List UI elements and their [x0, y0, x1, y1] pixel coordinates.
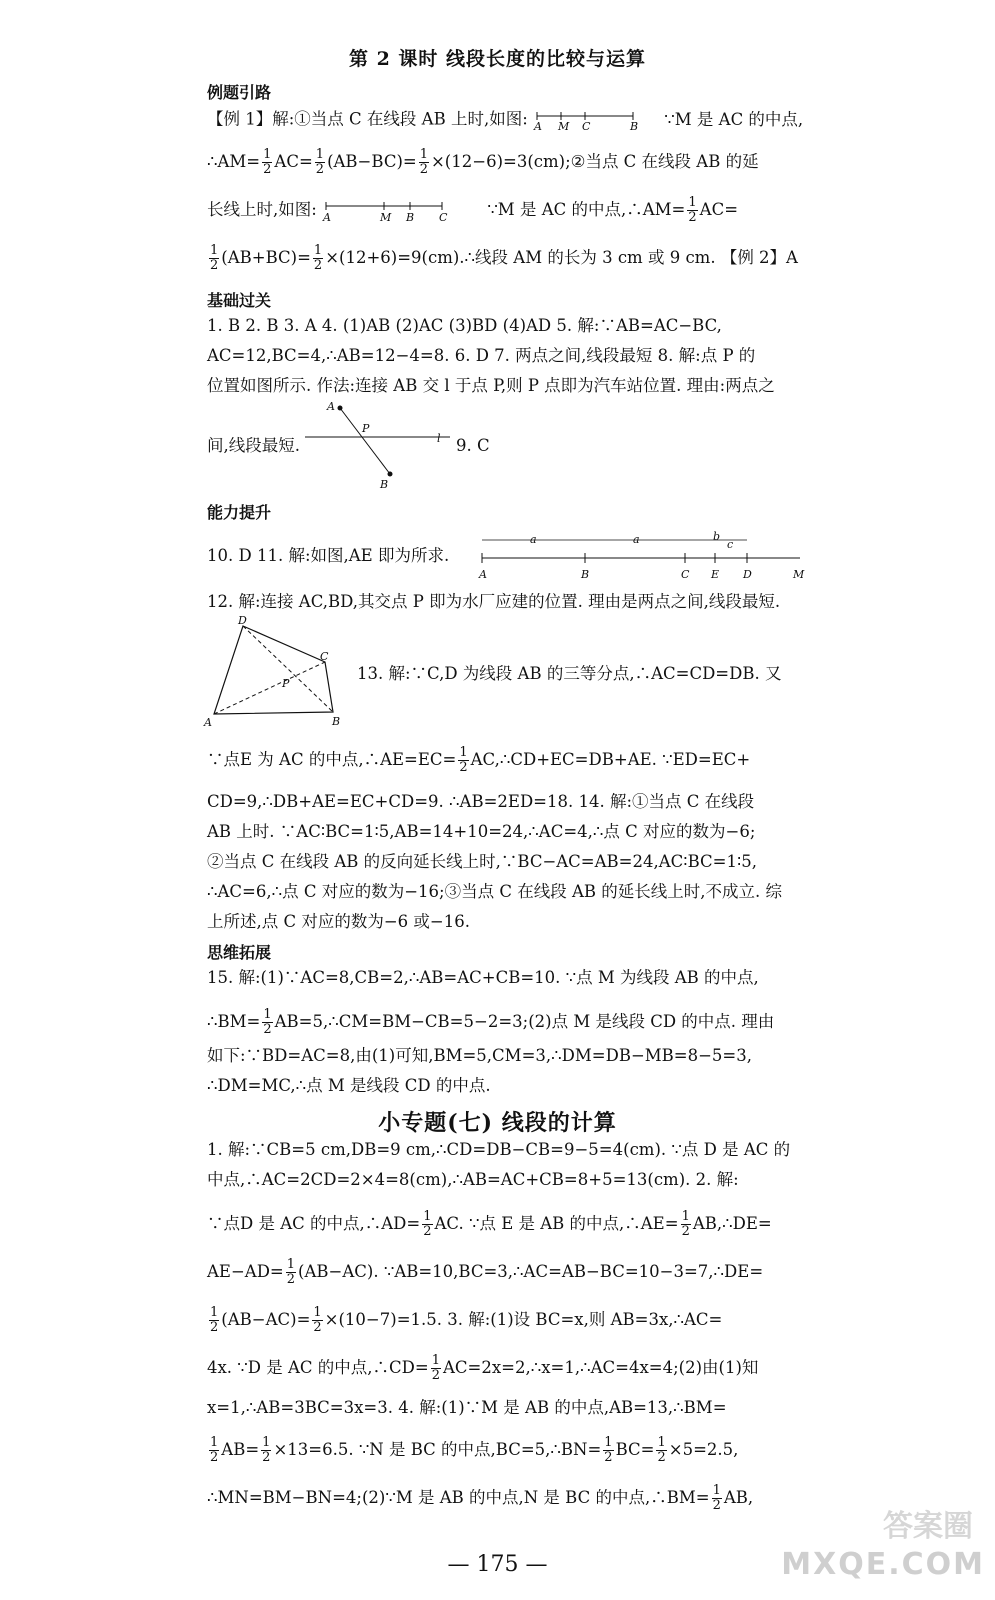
- svg-text:E: E: [711, 568, 720, 581]
- text-line: $\frac{1}{2}$ (AB−AC)= $\frac{1}{2}$ ×(10−7)=1.5. 3. 解:(1)设 BC=x,则 AB=3x,∴AC=: [210, 1305, 723, 1335]
- text-line: AB 上时. ∵AC∶BC=1∶5,AB=14+10=24,∴AC=4,∴点 C 对应的数为−6;: [207, 822, 756, 841]
- text-line: 间,线段最短. 9. C: [207, 436, 490, 455]
- svg-text:B: B: [380, 478, 389, 490]
- svg-text:C: C: [439, 210, 448, 224]
- svg-text:D: D: [238, 614, 247, 627]
- svg-text:B: B: [406, 210, 415, 224]
- text-line: ∴DM=MC,∴点 M 是线段 CD 的中点.: [207, 1076, 491, 1095]
- svg-text:c: c: [727, 538, 734, 551]
- svg-text:M: M: [793, 568, 805, 581]
- svg-text:P: P: [362, 422, 370, 435]
- svg-text:A: A: [323, 210, 332, 224]
- svg-text:B: B: [581, 568, 590, 581]
- text-line: ∵点E 为 AC 的中点,∴AE=EC= $\frac{1}{2}$ AC,∴CD+EC=DB+AE. ∵ED=EC+: [207, 745, 751, 775]
- text-line: 13. 解:∵C,D 为线段 AB 的三等分点,∴AC=CD=DB. 又: [357, 664, 782, 683]
- text-line: 4x. ∵D 是 AC 的中点,∴CD= $\frac{1}{2}$ AC=2x=2,∴x=1,∴AC=4x=4;(2)由(1)知: [207, 1353, 759, 1383]
- text-line: $\frac{1}{2}$ (AB+BC)= $\frac{1}{2}$ ×(12+6)=9(cm).∴线段 AM 的长为 3 cm 或 9 cm. 【例 2】A: [210, 243, 798, 273]
- section-heading-improve: 能力提升: [207, 503, 272, 522]
- svg-text:M: M: [558, 120, 570, 132]
- text-line: 中点,∴AC=2CD=2×4=8(cm),∴AB=AC+CB=8+5=13(cm). 2. 解:: [207, 1170, 739, 1189]
- svg-text:l: l: [437, 432, 441, 445]
- svg-text:P: P: [282, 677, 290, 690]
- text-line: 上所述,点 C 对应的数为−6 或−16.: [207, 912, 470, 931]
- svg-text:b: b: [713, 530, 721, 543]
- text-line: 15. 解:(1)∵AC=8,CB=2,∴AB=AC+CB=10. ∵点 M 为线段 AB 的中点,: [207, 968, 759, 987]
- text-line: ∴MN=BM−BN=4;(2)∵M 是 AB 的中点,N 是 BC 的中点,∴BM= $\frac{1}{2}$ AB,: [207, 1483, 754, 1513]
- svg-text:C: C: [681, 568, 690, 581]
- watermark-text: MXQE.COM: [781, 1547, 985, 1582]
- svg-text:A: A: [534, 120, 542, 132]
- text-line: ∵点D 是 AC 的中点,∴AD= $\frac{1}{2}$ AC. ∵点 E 是 AB 的中点,∴AE= $\frac{1}{2}$ AB,∴DE=: [207, 1209, 772, 1239]
- text-line: ∴AC=6,∴点 C 对应的数为−16;③当点 C 在线段 AB 的延长线上时,不成立. 综: [207, 882, 782, 901]
- text-line: ∴AM= $\frac{1}{2}$ AC= $\frac{1}{2}$ (AB−BC)= $\frac{1}{2}$ ×(12−6)=3(cm);②当点 C 在线段 AB 的延: [207, 147, 759, 177]
- section-heading-extension: 思维拓展: [207, 943, 272, 962]
- text-line: ∴BM= $\frac{1}{2}$ AB=5,∴CM=BM−CB=5−2=3;(2)点 M 是线段 CD 的中点. 理由: [207, 1007, 775, 1037]
- text-line: AE−AD= $\frac{1}{2}$ (AB−AC). ∵AB=10,BC=3,∴AC=AB−BC=10−3=7,∴DE=: [207, 1257, 764, 1287]
- svg-text:B: B: [332, 715, 341, 728]
- figure-construct-ae: [475, 530, 815, 582]
- text-line: 位置如图所示. 作法:连接 AB 交 l 于点 P,则 P 点即为汽车站位置. 理由:两点之: [207, 376, 775, 395]
- page-number: — 175 —: [447, 1552, 548, 1577]
- lesson-title: 第 2 课时 线段长度的比较与运算: [348, 48, 647, 70]
- figure-segment-extension: [322, 198, 452, 224]
- text-line: $\frac{1}{2}$ AB= $\frac{1}{2}$ ×13=6.5. ∵N 是 BC 的中点,BC=5,∴BN= $\frac{1}{2}$ BC= $\frac{1}{2}$ ×5=2.5,: [210, 1435, 739, 1465]
- svg-text:D: D: [743, 568, 752, 581]
- text-line: 如下:∵BD=AC=8,由(1)可知,BM=5,CM=3,∴DM=DB−MB=8−5=3,: [207, 1046, 752, 1065]
- text-line: ②当点 C 在线段 AB 的反向延长线上时,∵BC−AC=AB=24,AC∶BC=1∶5,: [207, 852, 757, 871]
- svg-text:B: B: [630, 120, 639, 132]
- svg-text:M: M: [380, 210, 392, 224]
- text-line: 1. 解:∵CB=5 cm,DB=9 cm,∴CD=DB−CB=9−5=4(cm). ∵点 D 是 AC 的: [207, 1140, 791, 1159]
- section-heading-basics: 基础过关: [207, 291, 272, 310]
- text-line: 10. D 11. 解:如图,AE 即为所求.: [207, 546, 450, 565]
- text-line: 【例 1】解:①当点 C 在线段 AB 上时,如图: A M C B ∵M 是 AC 的中点,: [207, 109, 804, 132]
- svg-text:A: A: [327, 400, 335, 413]
- watermark-logo: 答案圈: [883, 1509, 973, 1544]
- svg-text:A: A: [204, 716, 212, 729]
- text-line: 长线上时,如图: A M B C ∵M 是 AC 的中点,∴AM= $\frac{1}{2}$ AC=: [207, 195, 739, 225]
- text-line: 1. B 2. B 3. A 4. (1)AB (2)AC (3)BD (4)AD 5. 解:∵AB=AC−BC,: [207, 316, 722, 335]
- text-line: AC=12,BC=4,∴AB=12−4=8. 6. D 7. 两点之间,线段最短 8. 解:点 P 的: [207, 346, 756, 365]
- text-line: 12. 解:连接 AC,BD,其交点 P 即为水厂应建的位置. 理由是两点之间,线段最短.: [207, 592, 781, 611]
- section-heading-examples: 例题引路: [207, 83, 272, 102]
- subtopic-title: 小专题(七) 线段的计算: [378, 1110, 617, 1136]
- svg-text:a: a: [633, 533, 640, 546]
- svg-text:C: C: [320, 650, 329, 663]
- figure-segment-ab: [533, 108, 643, 132]
- figure-quadrilateral: [200, 612, 350, 732]
- text-line: CD=9,∴DB+AE=EC+CD=9. ∴AB=2ED=18. 14. 解:①当点 C 在线段: [207, 792, 755, 811]
- svg-text:a: a: [530, 533, 537, 546]
- svg-text:C: C: [582, 120, 591, 132]
- svg-text:A: A: [479, 568, 487, 581]
- text-line: x=1,∴AB=3BC=3x=3. 4. 解:(1)∵M 是 AB 的中点,AB=13,∴BM=: [207, 1398, 727, 1417]
